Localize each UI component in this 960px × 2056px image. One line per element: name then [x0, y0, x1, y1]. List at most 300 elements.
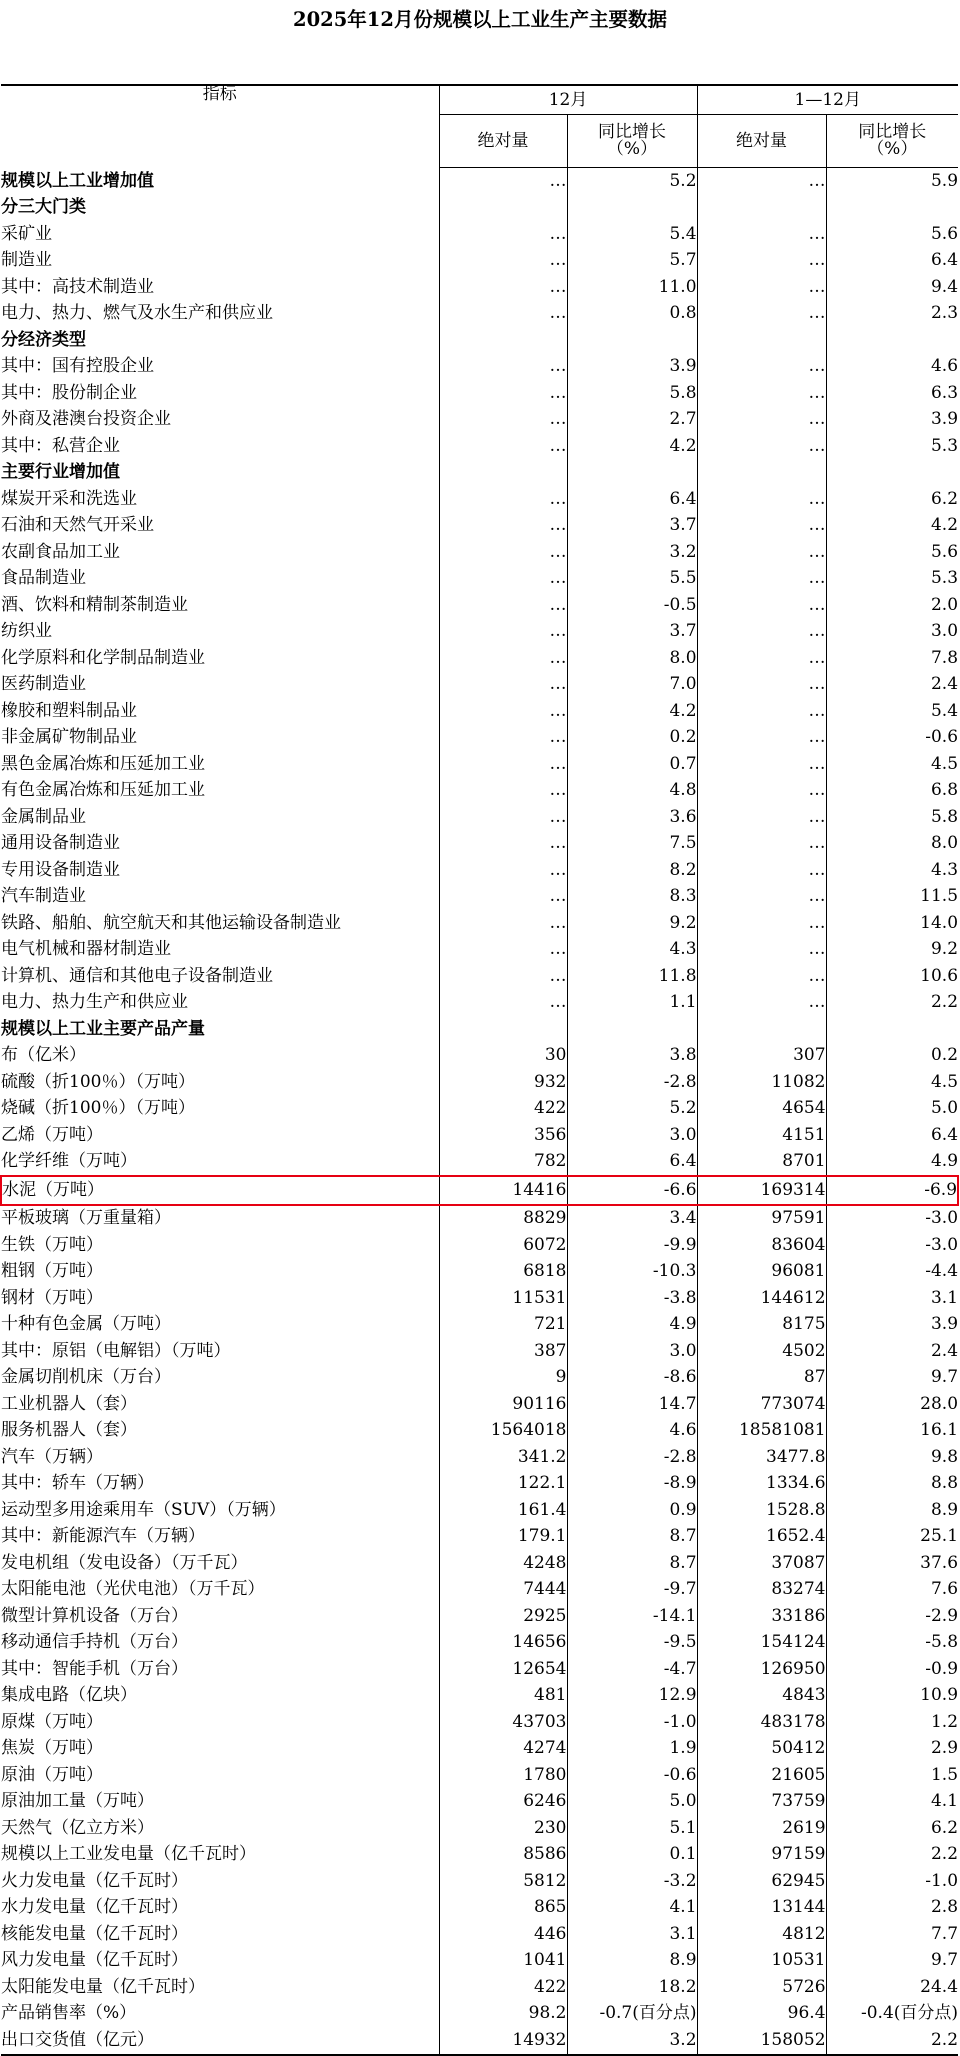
table-row	[1, 1603, 958, 1630]
month-absolute-cell: …	[439, 645, 567, 672]
month-absolute-cell: …	[439, 433, 567, 460]
month-yoy-cell: 5.1	[567, 1815, 697, 1842]
row-label: 十种有色金属（万吨）	[1, 1312, 439, 1339]
ytd-absolute-cell: 62945	[697, 1868, 826, 1895]
ytd-absolute-cell: …	[697, 513, 826, 540]
ytd-absolute-cell: 483178	[697, 1709, 826, 1736]
table-row	[1, 221, 958, 248]
row-label: 发电机组（发电设备）（万千瓦）	[1, 1550, 439, 1577]
ytd-absolute-cell: …	[697, 592, 826, 619]
month-absolute-cell: …	[439, 407, 567, 434]
ytd-absolute-cell: 4812	[697, 1921, 826, 1948]
table-row	[1, 725, 958, 752]
table-row	[1, 1815, 958, 1842]
ytd-yoy-cell: 6.2	[930, 1817, 959, 1838]
month-yoy-cell: 7.5	[567, 831, 697, 858]
row-label: 服务机器人（套）	[1, 1418, 439, 1445]
row-label: 粗钢（万吨）	[1, 1259, 439, 1286]
row-label: 运动型多用途乘用车（SUV）（万辆）	[1, 1497, 439, 1524]
header-ytd-absolute: 绝对量	[697, 115, 826, 168]
ytd-absolute-cell: 96.4	[697, 2001, 826, 2028]
month-yoy-cell: 9.2	[567, 910, 697, 937]
ytd-yoy-cell: 6.2	[930, 488, 959, 509]
table-row	[1, 168, 958, 195]
ytd-absolute-cell: 2619	[697, 1815, 826, 1842]
month-absolute-cell: 8829	[439, 1205, 567, 1233]
month-yoy-cell: -2.8	[567, 1069, 697, 1096]
month-absolute-cell: …	[439, 751, 567, 778]
ytd-yoy-cell: 10.9	[920, 1685, 959, 1706]
ytd-absolute-cell: …	[697, 725, 826, 752]
row-label: 其中：轿车（万辆）	[1, 1471, 439, 1498]
ytd-absolute-cell: …	[697, 619, 826, 646]
month-yoy-cell: 11.8	[567, 963, 697, 990]
row-label: 酒、饮料和精制茶制造业	[1, 592, 439, 619]
month-absolute-cell: 4274	[439, 1736, 567, 1763]
row-label: 风力发电量（亿千瓦时）	[1, 1948, 439, 1975]
month-yoy-cell: -8.6	[567, 1365, 697, 1392]
ytd-absolute-cell: 154124	[697, 1630, 826, 1657]
ytd-absolute-cell: 73759	[697, 1789, 826, 1816]
month-yoy-cell: 3.9	[567, 354, 697, 381]
table-row	[1, 1259, 958, 1286]
month-absolute-cell: …	[439, 274, 567, 301]
month-absolute-cell: 356	[439, 1122, 567, 1149]
table-row	[1, 1122, 958, 1149]
row-label: 医药制造业	[1, 672, 439, 699]
ytd-absolute-cell: …	[697, 857, 826, 884]
ytd-yoy-cell: 9.2	[930, 939, 959, 960]
month-absolute-cell: 122.1	[439, 1471, 567, 1498]
row-label: 工业机器人（套）	[1, 1391, 439, 1418]
table-row	[1, 963, 958, 990]
ytd-absolute-cell: …	[697, 672, 826, 699]
ytd-yoy-cell: 2.2	[826, 2027, 958, 2055]
month-absolute-cell: …	[439, 380, 567, 407]
month-yoy-cell: 11.0	[567, 274, 697, 301]
ytd-absolute-cell	[697, 460, 826, 487]
month-absolute-cell: …	[439, 725, 567, 752]
table-row	[1, 1205, 958, 1233]
ytd-yoy-cell: 10.6	[920, 965, 959, 986]
month-absolute-cell: 8586	[439, 1842, 567, 1869]
ytd-yoy-cell: 4.9	[930, 1151, 959, 1172]
ytd-absolute-cell: 37087	[697, 1550, 826, 1577]
month-yoy-cell: 8.7	[567, 1524, 697, 1551]
ytd-absolute-cell: …	[697, 831, 826, 858]
row-label: 化学纤维（万吨）	[1, 1149, 439, 1177]
ytd-yoy-cell: 6.4	[930, 1124, 959, 1145]
row-label: 制造业	[1, 248, 439, 275]
row-label: 太阳能发电量（亿千瓦时）	[1, 1974, 439, 2001]
ytd-yoy-cell: -3.0	[925, 1208, 959, 1229]
ytd-absolute-cell	[697, 195, 826, 222]
ytd-yoy-cell: 3.1	[930, 1287, 959, 1308]
table-row	[1, 1096, 958, 1123]
table-row	[1, 1736, 958, 1763]
row-label: 出口交货值（亿元）	[1, 2027, 439, 2055]
ytd-absolute-cell: …	[697, 963, 826, 990]
table-row	[1, 1285, 958, 1312]
month-yoy-cell: 4.3	[567, 937, 697, 964]
month-yoy-cell: 0.1	[567, 1842, 697, 1869]
month-absolute-cell	[439, 1016, 567, 1043]
month-yoy-cell: 1.1	[567, 990, 697, 1017]
table-row	[1, 354, 958, 381]
month-yoy-cell: -6.6	[567, 1176, 697, 1205]
table-row	[1, 274, 958, 301]
row-label: 规模以上工业发电量（亿千瓦时）	[1, 1842, 439, 1869]
ytd-yoy-cell: 4.5	[930, 1071, 959, 1092]
month-absolute-cell: …	[439, 804, 567, 831]
ytd-absolute-cell: 4151	[697, 1122, 826, 1149]
ytd-yoy-cell: 3.0	[930, 621, 959, 642]
table-row	[1, 1842, 958, 1869]
ytd-absolute-cell: 8175	[697, 1312, 826, 1339]
table-row	[1, 1444, 958, 1471]
month-absolute-cell: 782	[439, 1149, 567, 1177]
ytd-yoy-cell: 14.0	[920, 912, 959, 933]
ytd-yoy-cell: -6.9	[826, 1176, 958, 1205]
row-label: 生铁（万吨）	[1, 1232, 439, 1259]
ytd-yoy-cell: 5.3	[930, 568, 959, 589]
ytd-absolute-cell: 307	[697, 1043, 826, 1070]
row-label: 布（亿米）	[1, 1043, 439, 1070]
ytd-yoy-cell: 37.6	[920, 1552, 959, 1573]
page-title: 2025年12月份规模以上工业生产主要数据	[293, 8, 667, 31]
month-yoy-cell: 0.7	[567, 751, 697, 778]
month-absolute-cell: …	[439, 778, 567, 805]
month-absolute-cell: 6072	[439, 1232, 567, 1259]
month-absolute-cell: …	[439, 698, 567, 725]
row-label: 天然气（亿立方米）	[1, 1815, 439, 1842]
ytd-absolute-cell: 97159	[697, 1842, 826, 1869]
row-label: 水泥（万吨）	[1, 1176, 439, 1205]
month-absolute-cell	[439, 195, 567, 222]
header-ytd-yoy-line2: （%）	[867, 139, 918, 159]
row-label: 电气机械和器材制造业	[1, 937, 439, 964]
month-yoy-cell: -4.7	[567, 1656, 697, 1683]
ytd-absolute-cell: 773074	[697, 1391, 826, 1418]
month-absolute-cell: …	[439, 937, 567, 964]
table-body	[1, 168, 958, 2055]
row-label: 分经济类型	[1, 327, 439, 354]
table-row	[1, 884, 958, 911]
row-label: 太阳能电池（光伏电池）（万千瓦）	[1, 1577, 439, 1604]
table-row	[1, 539, 958, 566]
month-absolute-cell: …	[439, 221, 567, 248]
month-yoy-cell: 12.9	[567, 1683, 697, 1710]
ytd-yoy-cell: 2.0	[930, 594, 959, 615]
row-label: 煤炭开采和洗选业	[1, 486, 439, 513]
month-absolute-cell: 341.2	[439, 1444, 567, 1471]
header-month-absolute: 绝对量	[439, 115, 567, 168]
row-label: 专用设备制造业	[1, 857, 439, 884]
ytd-absolute-cell: 11082	[697, 1069, 826, 1096]
table-row	[1, 1895, 958, 1922]
ytd-yoy-cell: 28.0	[920, 1393, 959, 1414]
ytd-absolute-cell: 97591	[697, 1205, 826, 1233]
header-month-yoy	[567, 115, 697, 168]
month-absolute-cell: 422	[439, 1974, 567, 2001]
month-absolute-cell: …	[439, 566, 567, 593]
table-row	[1, 1683, 958, 1710]
ytd-absolute-cell: 83274	[697, 1577, 826, 1604]
row-label: 原煤（万吨）	[1, 1709, 439, 1736]
table-row	[1, 1391, 958, 1418]
month-yoy-cell: 3.0	[567, 1122, 697, 1149]
month-absolute-cell: 446	[439, 1921, 567, 1948]
month-absolute-cell: 14656	[439, 1630, 567, 1657]
month-yoy-cell: 8.7	[567, 1550, 697, 1577]
month-absolute-cell: 1564018	[439, 1418, 567, 1445]
table-row	[1, 645, 958, 672]
ytd-yoy-cell: 3.9	[930, 1314, 959, 1335]
row-label: 水力发电量（亿千瓦时）	[1, 1895, 439, 1922]
month-absolute-cell: 11531	[439, 1285, 567, 1312]
ytd-absolute-cell: …	[697, 221, 826, 248]
month-yoy-cell: 3.7	[567, 619, 697, 646]
ytd-yoy-cell: 7.6	[930, 1579, 959, 1600]
month-yoy-cell: 3.6	[567, 804, 697, 831]
month-yoy-cell: 3.1	[567, 1921, 697, 1948]
month-absolute-cell: 4248	[439, 1550, 567, 1577]
row-label: 其中：国有控股企业	[1, 354, 439, 381]
month-absolute-cell: 30	[439, 1043, 567, 1070]
table-row	[1, 751, 958, 778]
month-yoy-cell: -2.8	[567, 1444, 697, 1471]
month-yoy-cell: 5.2	[567, 168, 697, 195]
table-row	[1, 301, 958, 328]
month-yoy-cell: 1.9	[567, 1736, 697, 1763]
table-row	[1, 1365, 958, 1392]
row-label: 其中：智能手机（万台）	[1, 1656, 439, 1683]
row-label: 金属制品业	[1, 804, 439, 831]
header-month-yoy-line2: （%）	[606, 139, 658, 159]
month-yoy-cell: 18.2	[567, 1974, 697, 2001]
ytd-absolute-cell	[697, 1016, 826, 1043]
month-absolute-cell: …	[439, 910, 567, 937]
table-row	[1, 990, 958, 1017]
month-yoy-cell: 0.8	[567, 301, 697, 328]
table-row	[1, 937, 958, 964]
month-absolute-cell: …	[439, 990, 567, 1017]
month-absolute-cell: …	[439, 168, 567, 195]
ytd-yoy-cell: 6.8	[930, 780, 959, 801]
month-absolute-cell: …	[439, 884, 567, 911]
ytd-yoy-cell: 11.5	[920, 886, 959, 907]
month-absolute-cell: 6818	[439, 1259, 567, 1286]
table-row	[1, 1524, 958, 1551]
ytd-absolute-cell	[697, 327, 826, 354]
month-absolute-cell: 230	[439, 1815, 567, 1842]
month-absolute-cell: 14932	[439, 2027, 567, 2055]
table-row	[1, 804, 958, 831]
month-absolute-cell	[439, 327, 567, 354]
row-label: 其中：高技术制造业	[1, 274, 439, 301]
month-absolute-cell: …	[439, 248, 567, 275]
month-absolute-cell: 90116	[439, 1391, 567, 1418]
month-yoy-cell: 4.9	[567, 1312, 697, 1339]
table-row	[1, 831, 958, 858]
ytd-yoy-cell: 4.2	[930, 515, 959, 536]
ytd-absolute-cell: …	[697, 804, 826, 831]
ytd-yoy-cell: 5.6	[930, 223, 959, 244]
header-indicator: 指标	[1, 85, 439, 168]
month-yoy-cell: 3.7	[567, 513, 697, 540]
ytd-absolute-cell: …	[697, 937, 826, 964]
ytd-yoy-cell: 4.6	[930, 356, 959, 377]
row-label: 硫酸（折100％）（万吨）	[1, 1069, 439, 1096]
ytd-absolute-cell: 87	[697, 1365, 826, 1392]
table-row	[1, 513, 958, 540]
ytd-absolute-cell: 4654	[697, 1096, 826, 1123]
row-label: 汽车制造业	[1, 884, 439, 911]
row-label: 汽车（万辆）	[1, 1444, 439, 1471]
month-absolute-cell: 721	[439, 1312, 567, 1339]
ytd-yoy-cell: 2.8	[930, 1897, 959, 1918]
ytd-absolute-cell: 144612	[697, 1285, 826, 1312]
month-absolute-cell	[439, 460, 567, 487]
row-label: 规模以上工业增加值	[1, 168, 439, 195]
month-yoy-cell: -10.3	[567, 1259, 697, 1286]
ytd-absolute-cell: …	[697, 274, 826, 301]
row-label: 微型计算机设备（万台）	[1, 1603, 439, 1630]
row-label: 铁路、船舶、航空航天和其他运输设备制造业	[1, 910, 439, 937]
ytd-absolute-cell: 50412	[697, 1736, 826, 1763]
ytd-absolute-cell: 83604	[697, 1232, 826, 1259]
header-ytd-yoy	[826, 115, 958, 168]
ytd-yoy-cell	[826, 460, 958, 487]
month-yoy-cell: 3.2	[567, 539, 697, 566]
month-absolute-cell: …	[439, 539, 567, 566]
ytd-absolute-cell: 158052	[697, 2027, 826, 2055]
month-yoy-cell: 3.4	[567, 1205, 697, 1233]
ytd-yoy-cell: 4.5	[930, 753, 959, 774]
row-label: 移动通信手持机（万台）	[1, 1630, 439, 1657]
ytd-absolute-cell: …	[697, 486, 826, 513]
month-absolute-cell: …	[439, 619, 567, 646]
ytd-yoy-cell: -0.4(百分点)	[860, 2003, 959, 2024]
ytd-absolute-cell: 169314	[697, 1176, 826, 1205]
ytd-yoy-cell: 1.2	[930, 1711, 959, 1732]
row-label: 其中：私营企业	[1, 433, 439, 460]
month-yoy-cell: 4.1	[567, 1895, 697, 1922]
ytd-yoy-cell: 4.3	[930, 859, 959, 880]
table-row	[1, 619, 958, 646]
table-row-highlighted	[1, 1176, 958, 1205]
ytd-yoy-cell: 9.4	[930, 276, 959, 297]
ytd-absolute-cell: 4502	[697, 1338, 826, 1365]
month-yoy-cell: 5.2	[567, 1096, 697, 1123]
ytd-absolute-cell: 1334.6	[697, 1471, 826, 1498]
month-absolute-cell: 9	[439, 1365, 567, 1392]
month-yoy-cell: 6.4	[567, 486, 697, 513]
table-row	[1, 1577, 958, 1604]
ytd-yoy-cell: 9.8	[930, 1446, 959, 1467]
month-yoy-cell: -9.7	[567, 1577, 697, 1604]
row-label: 有色金属冶炼和压延加工业	[1, 778, 439, 805]
month-yoy-cell: 4.2	[567, 698, 697, 725]
month-yoy-cell: 8.3	[567, 884, 697, 911]
ytd-yoy-cell: -4.4	[925, 1261, 959, 1282]
table-row	[1, 1338, 958, 1365]
ytd-yoy-cell: 6.4	[930, 250, 959, 271]
ytd-absolute-cell: 33186	[697, 1603, 826, 1630]
ytd-yoy-cell: 7.8	[930, 647, 959, 668]
month-yoy-cell: 5.8	[567, 380, 697, 407]
row-label: 其中：股份制企业	[1, 380, 439, 407]
month-absolute-cell: 387	[439, 1338, 567, 1365]
ytd-yoy-cell: -1.0	[925, 1870, 959, 1891]
month-yoy-cell: 5.4	[567, 221, 697, 248]
ytd-yoy-cell: 5.0	[930, 1098, 959, 1119]
table-row	[1, 592, 958, 619]
ytd-absolute-cell: 126950	[697, 1656, 826, 1683]
ytd-yoy-cell: 5.8	[930, 806, 959, 827]
ytd-yoy-cell: -5.8	[925, 1632, 959, 1653]
ytd-yoy-cell: 2.3	[930, 303, 959, 324]
month-yoy-cell: 8.0	[567, 645, 697, 672]
table-row	[1, 1550, 958, 1577]
month-yoy-cell: -0.5	[567, 592, 697, 619]
month-yoy-cell	[567, 460, 697, 487]
month-yoy-cell: -9.5	[567, 1630, 697, 1657]
row-label: 外商及港澳台投资企业	[1, 407, 439, 434]
ytd-absolute-cell: 96081	[697, 1259, 826, 1286]
month-absolute-cell: 932	[439, 1069, 567, 1096]
month-yoy-cell	[567, 327, 697, 354]
ytd-absolute-cell: …	[697, 380, 826, 407]
month-absolute-cell: …	[439, 831, 567, 858]
row-label: 平板玻璃（万重量箱）	[1, 1205, 439, 1233]
row-label: 钢材（万吨）	[1, 1285, 439, 1312]
ytd-yoy-cell: -3.0	[925, 1234, 959, 1255]
ytd-yoy-cell	[826, 327, 958, 354]
month-yoy-cell: 4.2	[567, 433, 697, 460]
ytd-yoy-cell: 5.4	[930, 700, 959, 721]
ytd-absolute-cell: 1652.4	[697, 1524, 826, 1551]
month-yoy-cell: 6.4	[567, 1149, 697, 1177]
month-yoy-cell: 3.0	[567, 1338, 697, 1365]
table-row	[1, 195, 958, 222]
month-absolute-cell: 1041	[439, 1948, 567, 1975]
table-row	[1, 857, 958, 884]
ytd-yoy-cell: -2.9	[925, 1605, 959, 1626]
month-yoy-cell: -3.8	[567, 1285, 697, 1312]
row-label: 计算机、通信和其他电子设备制造业	[1, 963, 439, 990]
month-absolute-cell: …	[439, 857, 567, 884]
month-absolute-cell: …	[439, 963, 567, 990]
ytd-absolute-cell: …	[697, 910, 826, 937]
month-absolute-cell: 5812	[439, 1868, 567, 1895]
header-month: 12月	[439, 85, 697, 115]
ytd-absolute-cell: …	[697, 407, 826, 434]
row-label: 非金属矿物制品业	[1, 725, 439, 752]
table-row	[1, 1232, 958, 1259]
month-absolute-cell: …	[439, 486, 567, 513]
table-row	[1, 1312, 958, 1339]
table-row	[1, 327, 958, 354]
ytd-yoy-cell: -0.6	[925, 727, 959, 748]
ytd-yoy-cell: 9.7	[930, 1950, 959, 1971]
ytd-absolute-cell: …	[697, 645, 826, 672]
ytd-yoy-cell: 8.9	[930, 1499, 959, 1520]
ytd-yoy-cell: 5.9	[930, 170, 959, 191]
month-absolute-cell: 6246	[439, 1789, 567, 1816]
table-row	[1, 1709, 958, 1736]
table-row	[1, 1762, 958, 1789]
